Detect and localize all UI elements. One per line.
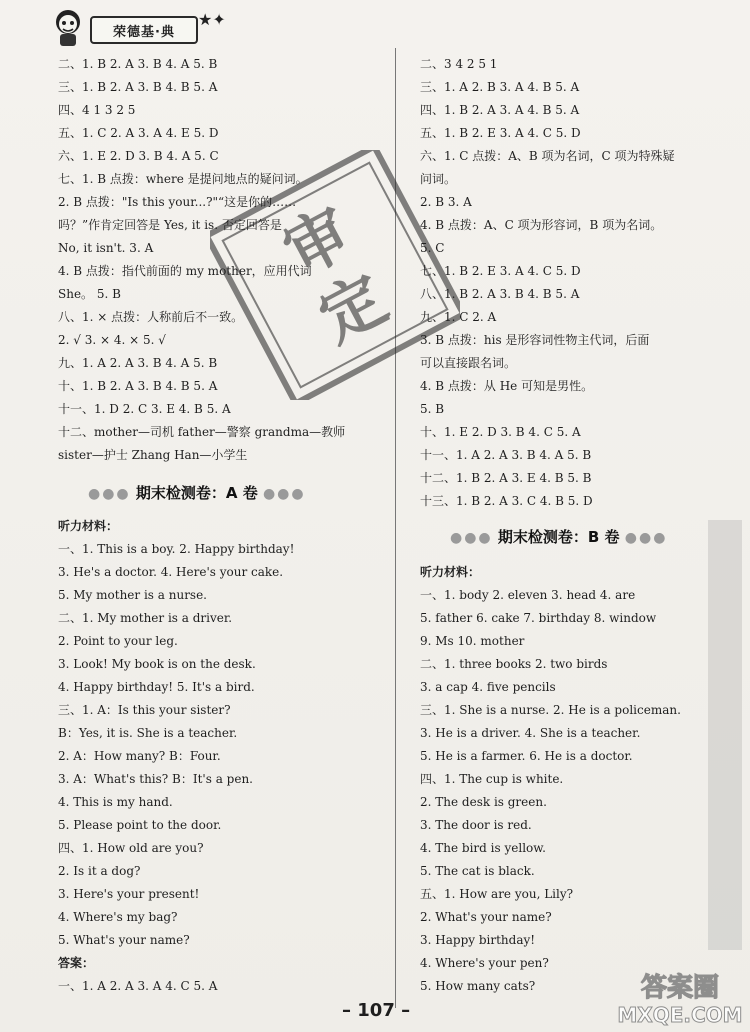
- listening-line: 5. What's your name?: [58, 933, 190, 947]
- answer-line: 十一、1. D 2. C 3. E 4. B 5. A: [58, 402, 231, 416]
- answer-line: 五、1. B 2. E 3. A 4. C 5. D: [420, 126, 581, 140]
- listening-line: 5. The cat is black.: [420, 864, 535, 878]
- listening-line: 3. Look! My book is on the desk.: [58, 657, 256, 671]
- answer-line: 二、1. B 2. A 3. B 4. A 5. B: [58, 57, 218, 71]
- answer-line: 八、1. B 2. A 3. B 4. B 5. A: [420, 287, 580, 301]
- listening-line: 4. This is my hand.: [58, 795, 173, 809]
- answer-line: 问词。: [420, 172, 457, 186]
- listening-line: 5. He is a farmer. 6. He is a doctor.: [420, 749, 633, 763]
- svg-text:审: 审: [272, 194, 364, 291]
- answer-line: 五、1. C 2. A 3. A 4. E 5. D: [58, 126, 219, 140]
- answer-line: She。 5. B: [58, 287, 121, 301]
- listening-label: 听力材料：: [58, 519, 119, 533]
- answer-line: 十三、1. B 2. A 3. C 4. B 5. D: [420, 494, 593, 508]
- listening-line: 3. Here's your present!: [58, 887, 200, 901]
- answer-line: 六、1. E 2. D 3. B 4. A 5. C: [58, 149, 219, 163]
- listening-line: 5. Please point to the door.: [58, 818, 222, 832]
- answer-line: 一、1. A 2. A 3. A 4. C 5. A: [58, 979, 218, 993]
- site-watermark: [615, 966, 745, 1030]
- listening-line: 3. The door is red.: [420, 818, 532, 832]
- answer-line: 八、1. × 点拨：人称前后不一致。: [58, 310, 244, 324]
- listening-line: 三、1. She is a nurse. 2. He is a policeman.: [420, 703, 681, 717]
- listening-line: 二、1. three books 2. two birds: [420, 657, 608, 671]
- svg-text:答案圈: 答案圈: [640, 973, 720, 1003]
- background-decoration: [700, 520, 750, 950]
- listening-line: 5. My mother is a nurse.: [58, 588, 207, 602]
- answer-label: 答案：: [58, 956, 95, 970]
- answer-line: 九、1. A 2. A 3. B 4. A 5. B: [58, 356, 218, 370]
- listening-line: 5. father 6. cake 7. birthday 8. window: [420, 611, 657, 625]
- answer-line: 4. B 点拨：从 He 可知是男性。: [420, 379, 594, 393]
- listening-line: 3. He's a doctor. 4. Here's your cake.: [58, 565, 284, 579]
- answer-line: 4. B 点拨：A、C 项为形容词，B 项为名词。: [420, 218, 663, 232]
- answer-line: 4. B 点拨：指代前面的 my mother，应用代词: [58, 264, 312, 278]
- page-number: – 107 –: [342, 1000, 411, 1021]
- answer-line: 三、1. B 2. A 3. B 4. B 5. A: [58, 80, 218, 94]
- listening-line: 四、1. How old are you?: [58, 841, 204, 855]
- listening-line: 3. a cap 4. five pencils: [420, 680, 556, 694]
- listening-line: 4. Happy birthday! 5. It's a bird.: [58, 680, 255, 694]
- answer-line: No, it isn't. 3. A: [58, 241, 154, 255]
- listening-line: B：Yes, it is. She is a teacher.: [58, 726, 238, 740]
- svg-text:定: 定: [307, 260, 399, 358]
- answer-line: 四、4 1 3 2 5: [58, 103, 136, 117]
- svg-text:MXQE.COM: MXQE.COM: [617, 1003, 743, 1027]
- answer-line: 七、1. B 点拨：where 是提问地点的疑问词。: [58, 172, 308, 186]
- answer-line: 六、1. C 点拨：A、B 项为名词，C 项为特殊疑: [420, 149, 675, 163]
- mascot-icon: [50, 6, 86, 48]
- answer-line: 十、1. B 2. A 3. B 4. B 5. A: [58, 379, 218, 393]
- section-title-a: ●●● 期末检测卷：A 卷 ●●●: [88, 484, 306, 502]
- listening-line: 4. Where's my bag?: [58, 910, 178, 924]
- listening-line: 五、1. How are you, Lily?: [420, 887, 574, 901]
- answer-line: 二、3 4 2 5 1: [420, 57, 498, 71]
- listening-line: 5. How many cats?: [420, 979, 536, 993]
- listening-line: 三、1. A：Is this your sister?: [58, 703, 231, 717]
- answer-line: 十二、1. B 2. A 3. E 4. B 5. B: [420, 471, 592, 485]
- listening-line: 2. Point to your leg.: [58, 634, 178, 648]
- answer-line: 5. C: [420, 241, 445, 255]
- listening-line: 4. Where's your pen?: [420, 956, 549, 970]
- stars-icon: ★✦: [198, 10, 226, 29]
- answer-line: 3. B 点拨：his 是形容词性物主代词，后面: [420, 333, 650, 347]
- answer-line: 5. B: [420, 402, 445, 416]
- answer-line: sister—护士 Zhang Han—小学生: [58, 448, 248, 462]
- answer-line: 2. B 3. A: [420, 195, 472, 209]
- answer-line: 2. √ 3. × 4. × 5. √: [58, 333, 166, 347]
- answer-line: 九、1. C 2. A: [420, 310, 497, 324]
- listening-line: 一、1. This is a boy. 2. Happy birthday!: [58, 542, 295, 556]
- listening-line: 4. The bird is yellow.: [420, 841, 546, 855]
- listening-line: 2. The desk is green.: [420, 795, 547, 809]
- answer-line: 吗？”作肯定回答是 Yes, it is. 否定回答是: [58, 218, 282, 232]
- answer-line: 七、1. B 2. E 3. A 4. C 5. D: [420, 264, 581, 278]
- answer-line: 十一、1. A 2. A 3. B 4. A 5. B: [420, 448, 592, 462]
- listening-line: 3. Happy birthday!: [420, 933, 536, 947]
- section-title-b: ●●● 期末检测卷：B 卷 ●●●: [450, 528, 668, 546]
- book-header: [42, 6, 242, 50]
- listening-line: 3. A：What's this? B：It's a pen.: [58, 772, 253, 786]
- listening-line: 9. Ms 10. mother: [420, 634, 525, 648]
- listening-line: 2. Is it a dog?: [58, 864, 141, 878]
- listening-label-b: 听力材料：: [420, 565, 481, 579]
- answer-line: 十、1. E 2. D 3. B 4. C 5. A: [420, 425, 581, 439]
- listening-line: 一、1. body 2. eleven 3. head 4. are: [420, 588, 636, 602]
- column-divider: [395, 48, 396, 1008]
- answer-line: 可以直接跟名词。: [420, 356, 517, 370]
- answer-line: 三、1. A 2. B 3. A 4. B 5. A: [420, 80, 580, 94]
- book-logo: 荣德基·典: [90, 16, 198, 44]
- listening-line: 四、1. The cup is white.: [420, 772, 564, 786]
- answer-line: 十二、mother—司机 father—警察 grandma—教师: [58, 425, 346, 439]
- answer-line: 四、1. B 2. A 3. A 4. B 5. A: [420, 103, 580, 117]
- listening-line: 3. He is a driver. 4. She is a teacher.: [420, 726, 641, 740]
- listening-line: 二、1. My mother is a driver.: [58, 611, 233, 625]
- listening-line: 2. What's your name?: [420, 910, 552, 924]
- listening-line: 2. A：How many? B：Four.: [58, 749, 221, 763]
- answer-line: 2. B 点拨："Is this your...?"“这是你的……: [58, 195, 297, 209]
